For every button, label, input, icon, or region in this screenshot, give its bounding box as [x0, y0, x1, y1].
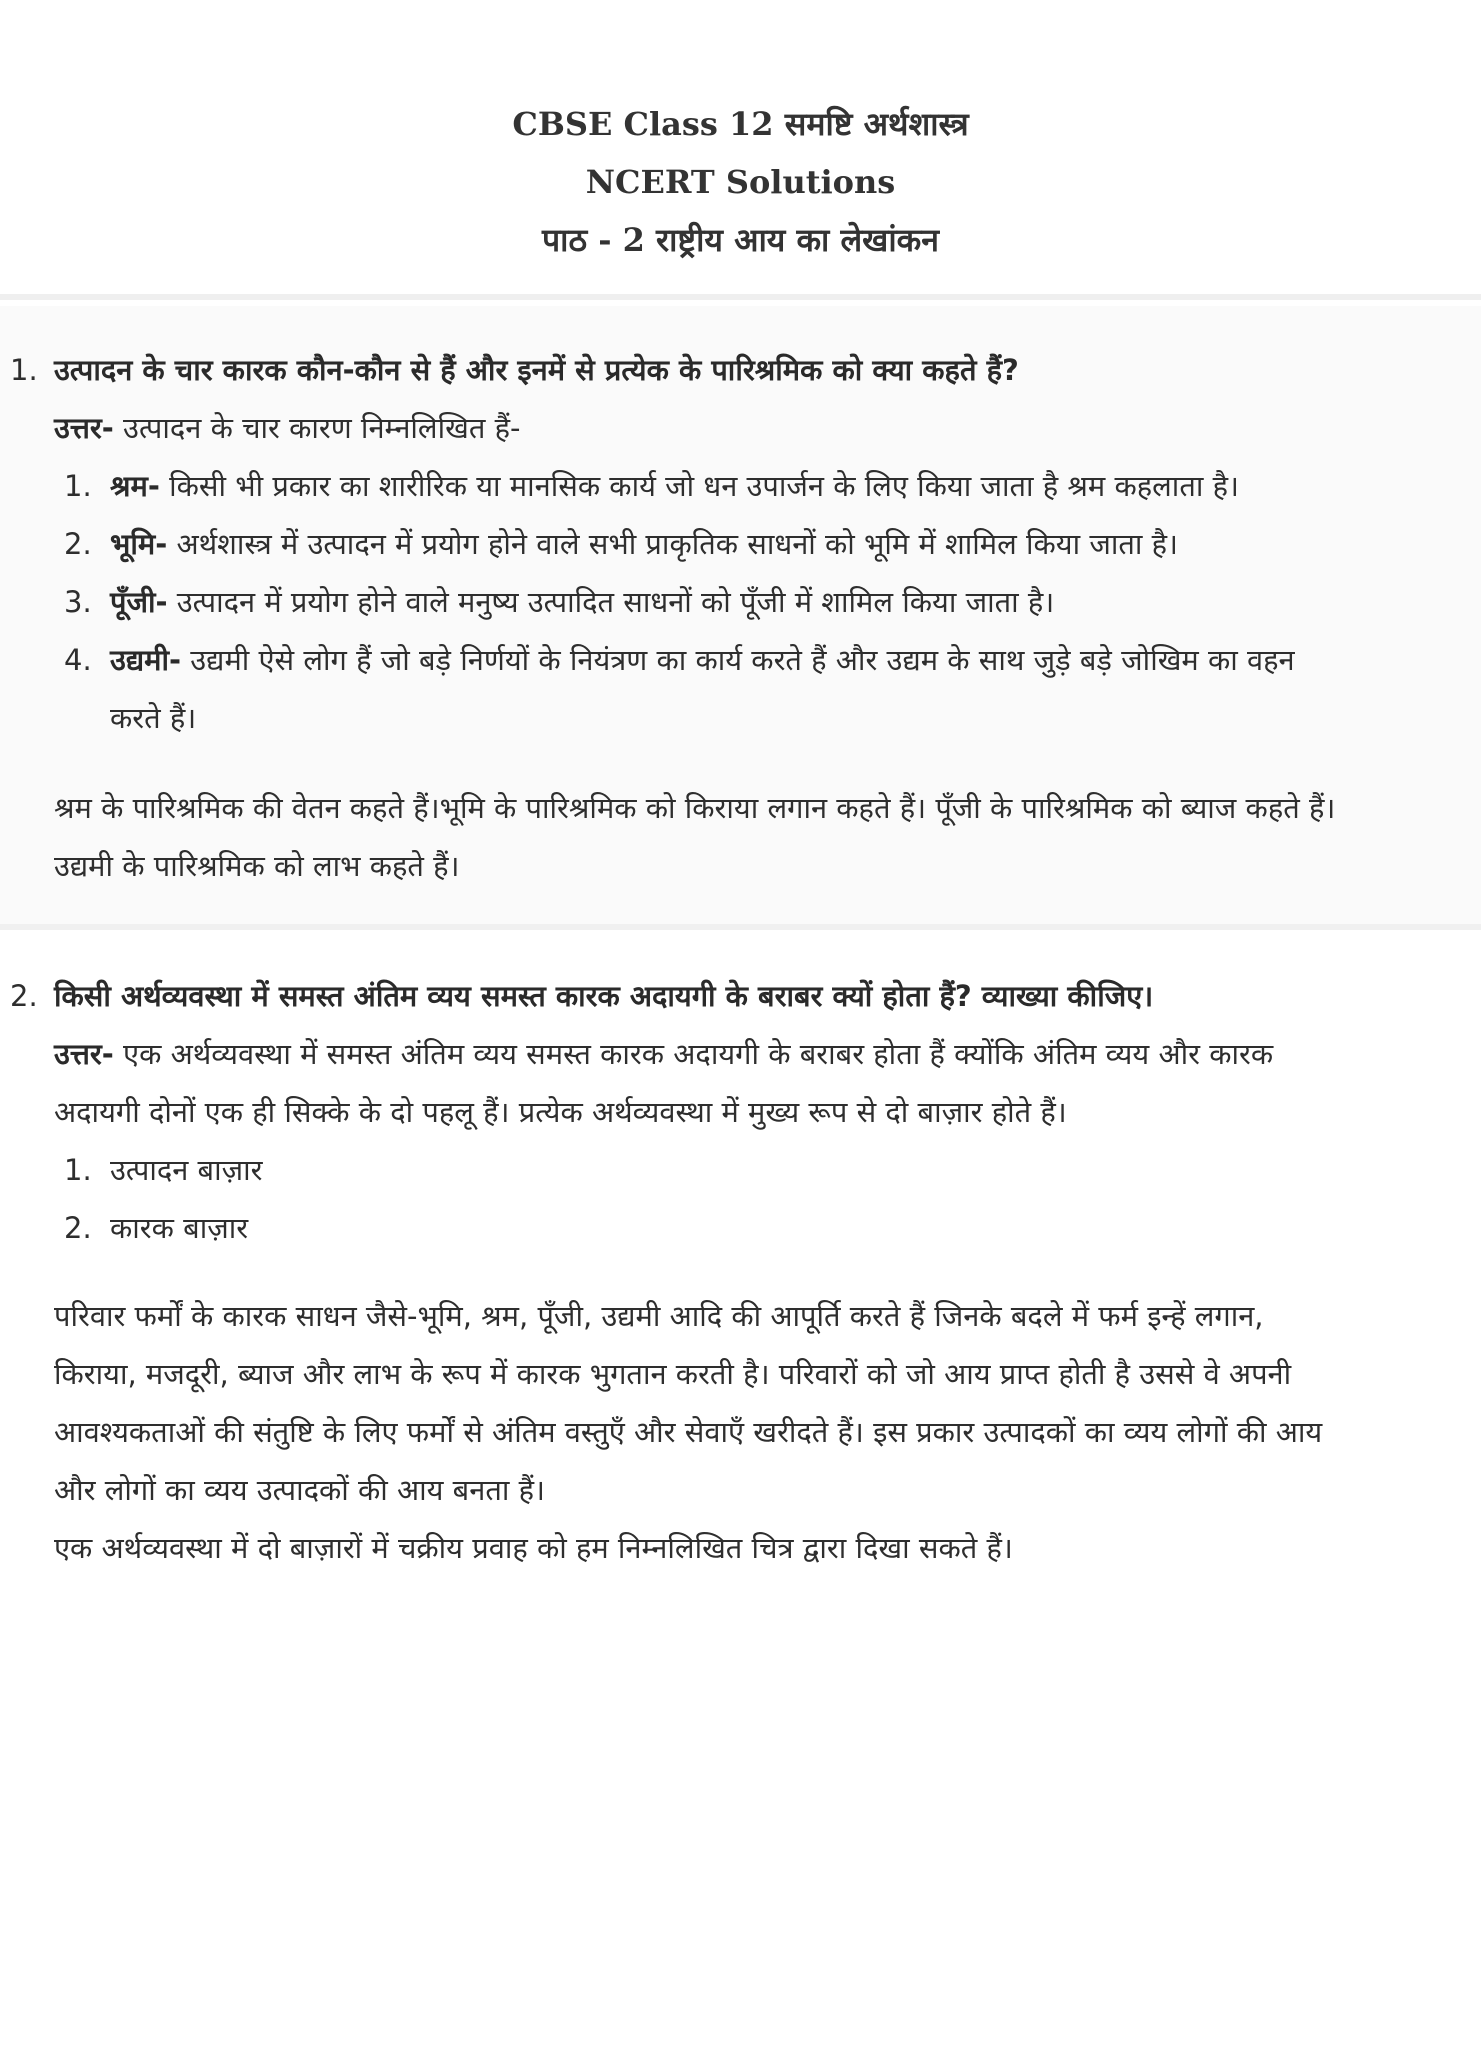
- paragraph-line: उद्यमी के पारिश्रमिक को लाभ कहते हैं।: [54, 849, 460, 883]
- question-block-2: [0, 930, 1481, 2054]
- answer-intro-line: [54, 408, 520, 448]
- question-text: किसी अर्थव्यवस्था में समस्त अंतिम व्यय समस्त कारक अदायगी के बराबर क्यों होता हैं? व्याख्या कीजिए।: [54, 979, 1154, 1013]
- paragraph-line: एक अर्थव्यवस्था में दो बाज़ारों में चक्रीय प्रवाह को हम निम्नलिखित चित्र द्वारा दिखा सकते हैं।: [54, 1531, 1013, 1565]
- list-item-term: उद्यमी-: [110, 643, 182, 677]
- list-item-number: 1.: [64, 469, 92, 503]
- list-item-number: 4.: [64, 643, 92, 677]
- paragraph-line: श्रम के पारिश्रमिक की वेतन कहते हैं।भूमि के पारिश्रमिक को किराया लगान कहते हैं। पूँजी के पारिश्रमिक को ब्याज कहते हैं।: [54, 791, 1336, 825]
- list-item: [110, 466, 1239, 506]
- list-item-text: उत्पादन में प्रयोग होने वाले मनुष्य उत्पादित साधनों को पूँजी में शामिल किया जाता है।: [167, 585, 1055, 619]
- paragraph-line: आवश्यकताओं की संतुष्टि के लिए फर्मों से अंतिम वस्तुएँ और सेवाएँ खरीदते हैं। इस प्रकार उत्पादकों का व्यय लोगों की आय: [54, 1415, 1323, 1449]
- answer-label: उत्तर-: [54, 1037, 114, 1071]
- list-item-number: 2.: [64, 1211, 92, 1245]
- paragraph-line: और लोगों का व्यय उत्पादकों की आय बनता हैं।: [54, 1473, 545, 1507]
- list-item: [110, 582, 1054, 622]
- header-title: CBSE Class 12 समष्टि अर्थशास्त्र: [512, 105, 969, 143]
- list-item-term: पूँजी-: [110, 585, 168, 619]
- list-item: कारक बाज़ार: [110, 1211, 249, 1245]
- question-number: 1.: [10, 353, 38, 387]
- answer-line: अदायगी दोनों एक ही सिक्के के दो पहलू हैं। प्रत्येक अर्थव्यवस्था में मुख्य रूप से दो बाज़ार होते हैं।: [54, 1095, 1067, 1129]
- list-item-text: उद्यमी ऐसे लोग हैं जो बड़े निर्णयों के नियंत्रण का कार्य करते हैं और उद्यम के साथ जुड़े बड़े जोखिम का वहन: [181, 643, 1295, 677]
- list-item: [110, 640, 1295, 680]
- list-item-text: अर्थशास्त्र में उत्पादन में प्रयोग होने वाले सभी प्राकृतिक साधनों को भूमि में शामिल किया जाता है।: [167, 527, 1179, 561]
- question-number: 2.: [10, 979, 38, 1013]
- list-item-term: भूमि-: [110, 527, 168, 561]
- answer-line: [54, 1034, 1273, 1074]
- list-item-continuation: करते हैं।: [110, 701, 197, 735]
- list-item-number: 3.: [64, 585, 92, 619]
- answer-intro: उत्पादन के चार कारण निम्नलिखित हैं-: [113, 411, 521, 445]
- list-item-term: श्रम-: [110, 469, 160, 503]
- paragraph-line: परिवार फर्मों के कारक साधन जैसे-भूमि, श्रम, पूँजी, उद्यमी आदि की आपूर्ति करते हैं जिनके बदले में फर्म इन्हें लगान,: [54, 1299, 1264, 1333]
- page-header: [0, 0, 1481, 300]
- question-text: उत्पादन के चार कारक कौन-कौन से हैं और इनमें से प्रत्येक के पारिश्रमिक को क्या कहते हैं?: [54, 353, 1019, 387]
- question-block-1: [0, 306, 1481, 930]
- list-item-number: 2.: [64, 527, 92, 561]
- paragraph-line: किराया, मजदूरी, ब्याज और लाभ के रूप में कारक भुगतान करती है। परिवारों को जो आय प्राप्त होती है उससे वे अपनी: [54, 1357, 1292, 1391]
- list-item: उत्पादन बाज़ार: [110, 1153, 263, 1187]
- list-item: [110, 524, 1178, 564]
- header-chapter: पाठ - 2 राष्ट्रीय आय का लेखांकन: [542, 221, 939, 259]
- answer-label: उत्तर-: [54, 411, 114, 445]
- list-item-text: किसी भी प्रकार का शारीरिक या मानसिक कार्य जो धन उपार्जन के लिए किया जाता है श्रम कहलाता है।: [159, 469, 1239, 503]
- answer-text: एक अर्थव्यवस्था में समस्त अंतिम व्यय समस्त कारक अदायगी के बराबर होता हैं क्योंकि अंतिम व्यय और कारक: [113, 1037, 1274, 1071]
- list-item-number: 1.: [64, 1153, 92, 1187]
- header-subtitle: NCERT Solutions: [585, 163, 896, 201]
